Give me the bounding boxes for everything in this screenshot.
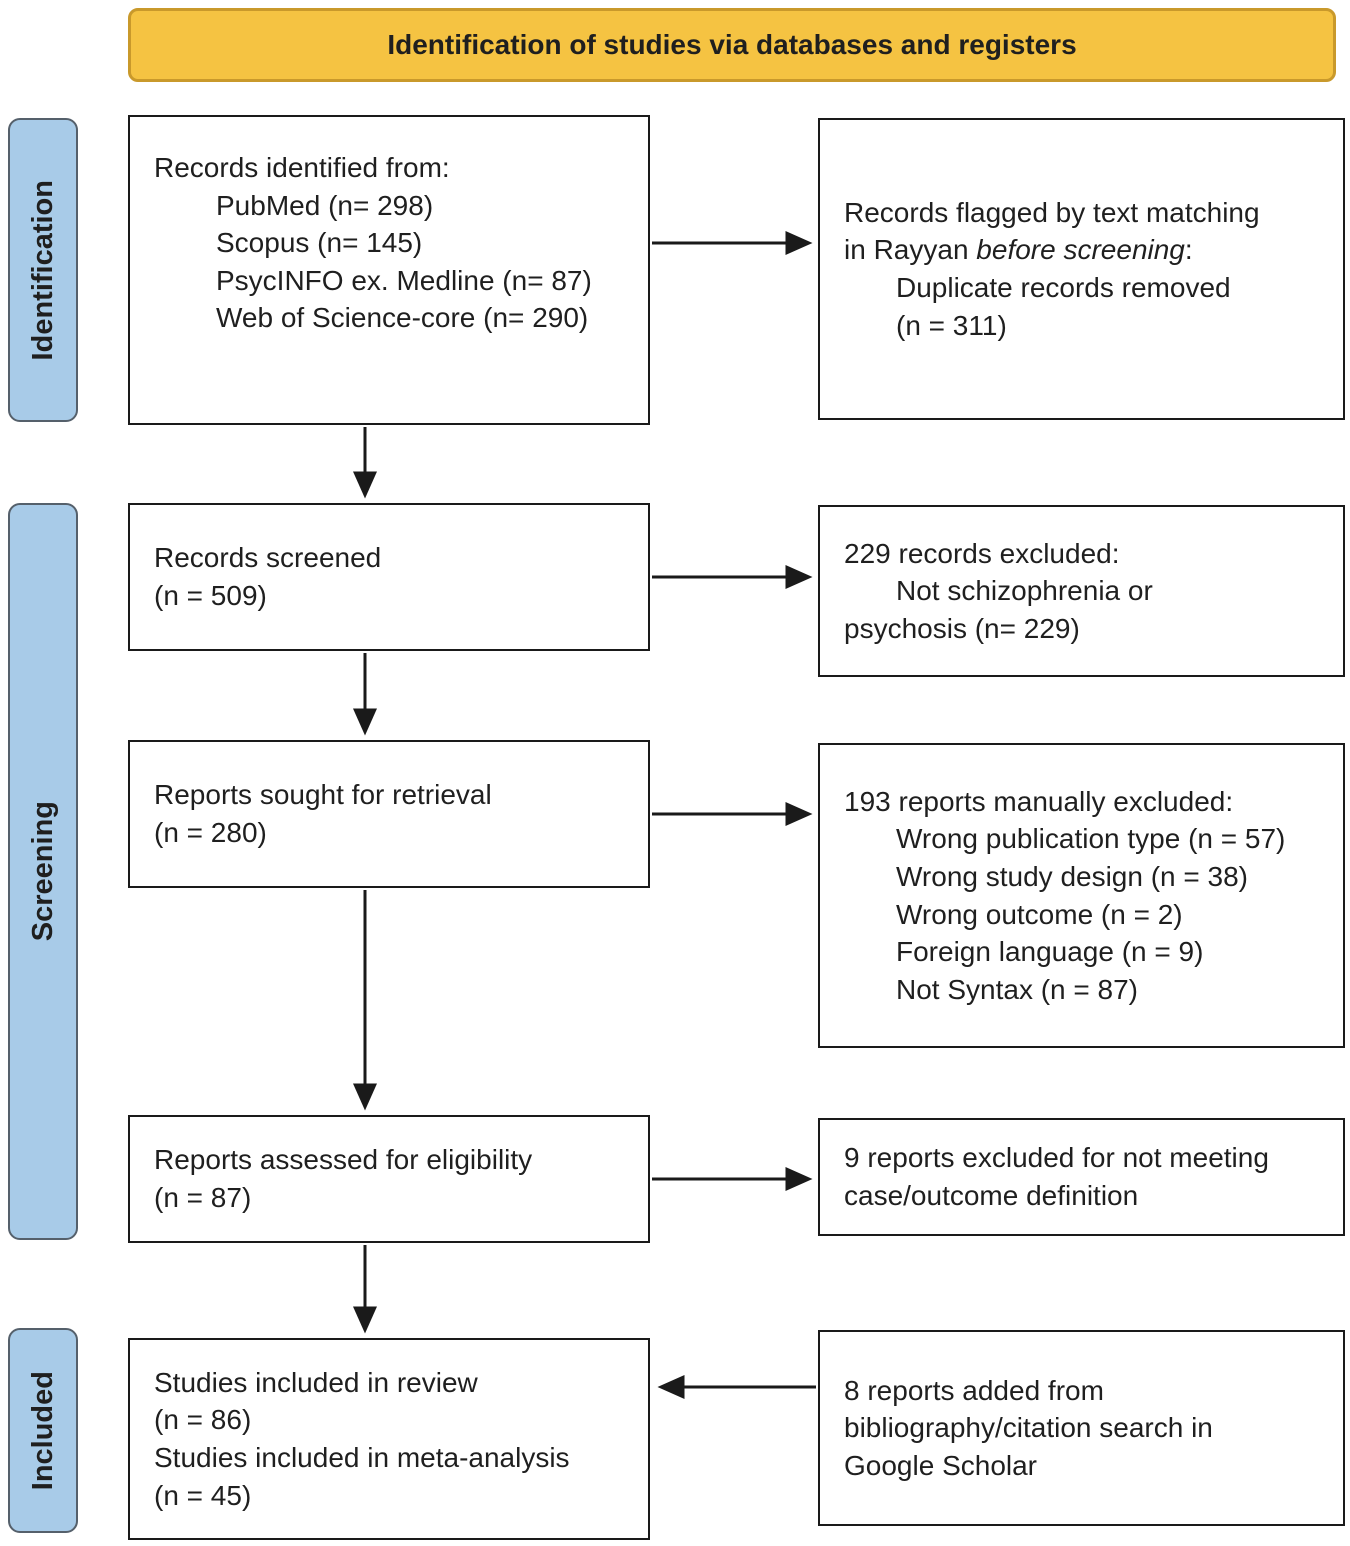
box-reports-manually-excluded bbox=[818, 743, 1345, 1048]
records-identified-item-wos: Web of Science-core (n= 290) bbox=[216, 302, 589, 334]
records-flagged-line2-italic: before screening bbox=[976, 234, 1185, 266]
box-records-screened bbox=[128, 503, 650, 651]
records-identified-item-psycinfo: PsycINFO ex. Medline (n= 87) bbox=[216, 264, 592, 296]
records-identified-item-pubmed: PubMed (n= 298) bbox=[216, 189, 434, 221]
box-reports-excluded-definition bbox=[818, 1118, 1345, 1236]
records-flagged-duplicates: Duplicate records removed bbox=[896, 272, 1231, 303]
reports-sought-count: (n = 280) bbox=[154, 817, 267, 848]
banner bbox=[128, 8, 1336, 82]
records-identified-title: Records identified from: bbox=[154, 152, 450, 183]
records-excluded-title: 229 records excluded: bbox=[844, 537, 1120, 569]
stage-label-screening bbox=[8, 503, 78, 1240]
box-reports-added bbox=[818, 1330, 1345, 1526]
box-studies-included bbox=[128, 1338, 650, 1540]
records-identified-item-scopus: Scopus (n= 145) bbox=[216, 227, 423, 259]
records-flagged-duplicates-count: (n = 311) bbox=[896, 309, 1007, 341]
studies-included-meta: Studies included in meta-analysis bbox=[154, 1442, 570, 1473]
reports-assessed-count: (n = 87) bbox=[154, 1182, 252, 1213]
records-screened-count: (n = 509) bbox=[154, 580, 267, 611]
excluded-definition-line1: 9 reports excluded for not meeting bbox=[844, 1142, 1269, 1174]
studies-included-meta-count: (n = 45) bbox=[154, 1479, 252, 1511]
records-excluded-reason-line1: Not schizophrenia or bbox=[896, 575, 1153, 607]
stage-label-identification bbox=[8, 118, 78, 422]
manually-excluded-study-design: Wrong study design (n = 38) bbox=[896, 860, 1249, 892]
box-reports-sought bbox=[128, 740, 650, 888]
reports-added-line1: 8 reports added from bbox=[844, 1374, 1104, 1406]
banner-title: Identification of studies via databases and registers bbox=[387, 29, 1077, 60]
manually-excluded-not-syntax: Not Syntax (n = 87) bbox=[896, 973, 1139, 1005]
box-reports-assessed bbox=[128, 1115, 650, 1243]
stage-label-screening-text: Screening bbox=[26, 801, 59, 942]
manually-excluded-publication-type: Wrong publication type (n = 57) bbox=[896, 823, 1286, 855]
stage-label-identification-text: Identification bbox=[26, 179, 59, 361]
studies-included-review: Studies included in review bbox=[154, 1366, 478, 1398]
records-excluded-reason-line2: psychosis (n= 229) bbox=[844, 612, 1080, 644]
records-flagged-line2-prefix: in Rayyan bbox=[844, 234, 977, 266]
box-records-excluded bbox=[818, 505, 1345, 677]
manually-excluded-title: 193 reports manually excluded: bbox=[844, 785, 1234, 817]
manually-excluded-outcome: Wrong outcome (n = 2) bbox=[896, 898, 1183, 930]
reports-assessed-line1: Reports assessed for eligibility bbox=[154, 1144, 533, 1176]
box-records-identified bbox=[128, 115, 650, 425]
records-flagged-line1: Records flagged by text matching bbox=[844, 196, 1260, 228]
box-records-flagged bbox=[818, 118, 1345, 420]
reports-sought-line1: Reports sought for retrieval bbox=[154, 779, 492, 811]
excluded-definition-line2: case/outcome definition bbox=[844, 1180, 1139, 1211]
records-flagged-line2 bbox=[844, 231, 1319, 269]
reports-added-line3: Google Scholar bbox=[844, 1449, 1038, 1481]
stage-label-included-text: Included bbox=[26, 1370, 59, 1491]
records-flagged-line2-suffix: : bbox=[1184, 234, 1193, 266]
studies-included-review-count: (n = 86) bbox=[154, 1404, 252, 1436]
records-screened-line1: Records screened bbox=[154, 542, 382, 574]
reports-added-line2: bibliography/citation search in bbox=[844, 1412, 1213, 1444]
stage-label-included bbox=[8, 1328, 78, 1533]
manually-excluded-language: Foreign language (n = 9) bbox=[896, 936, 1204, 968]
